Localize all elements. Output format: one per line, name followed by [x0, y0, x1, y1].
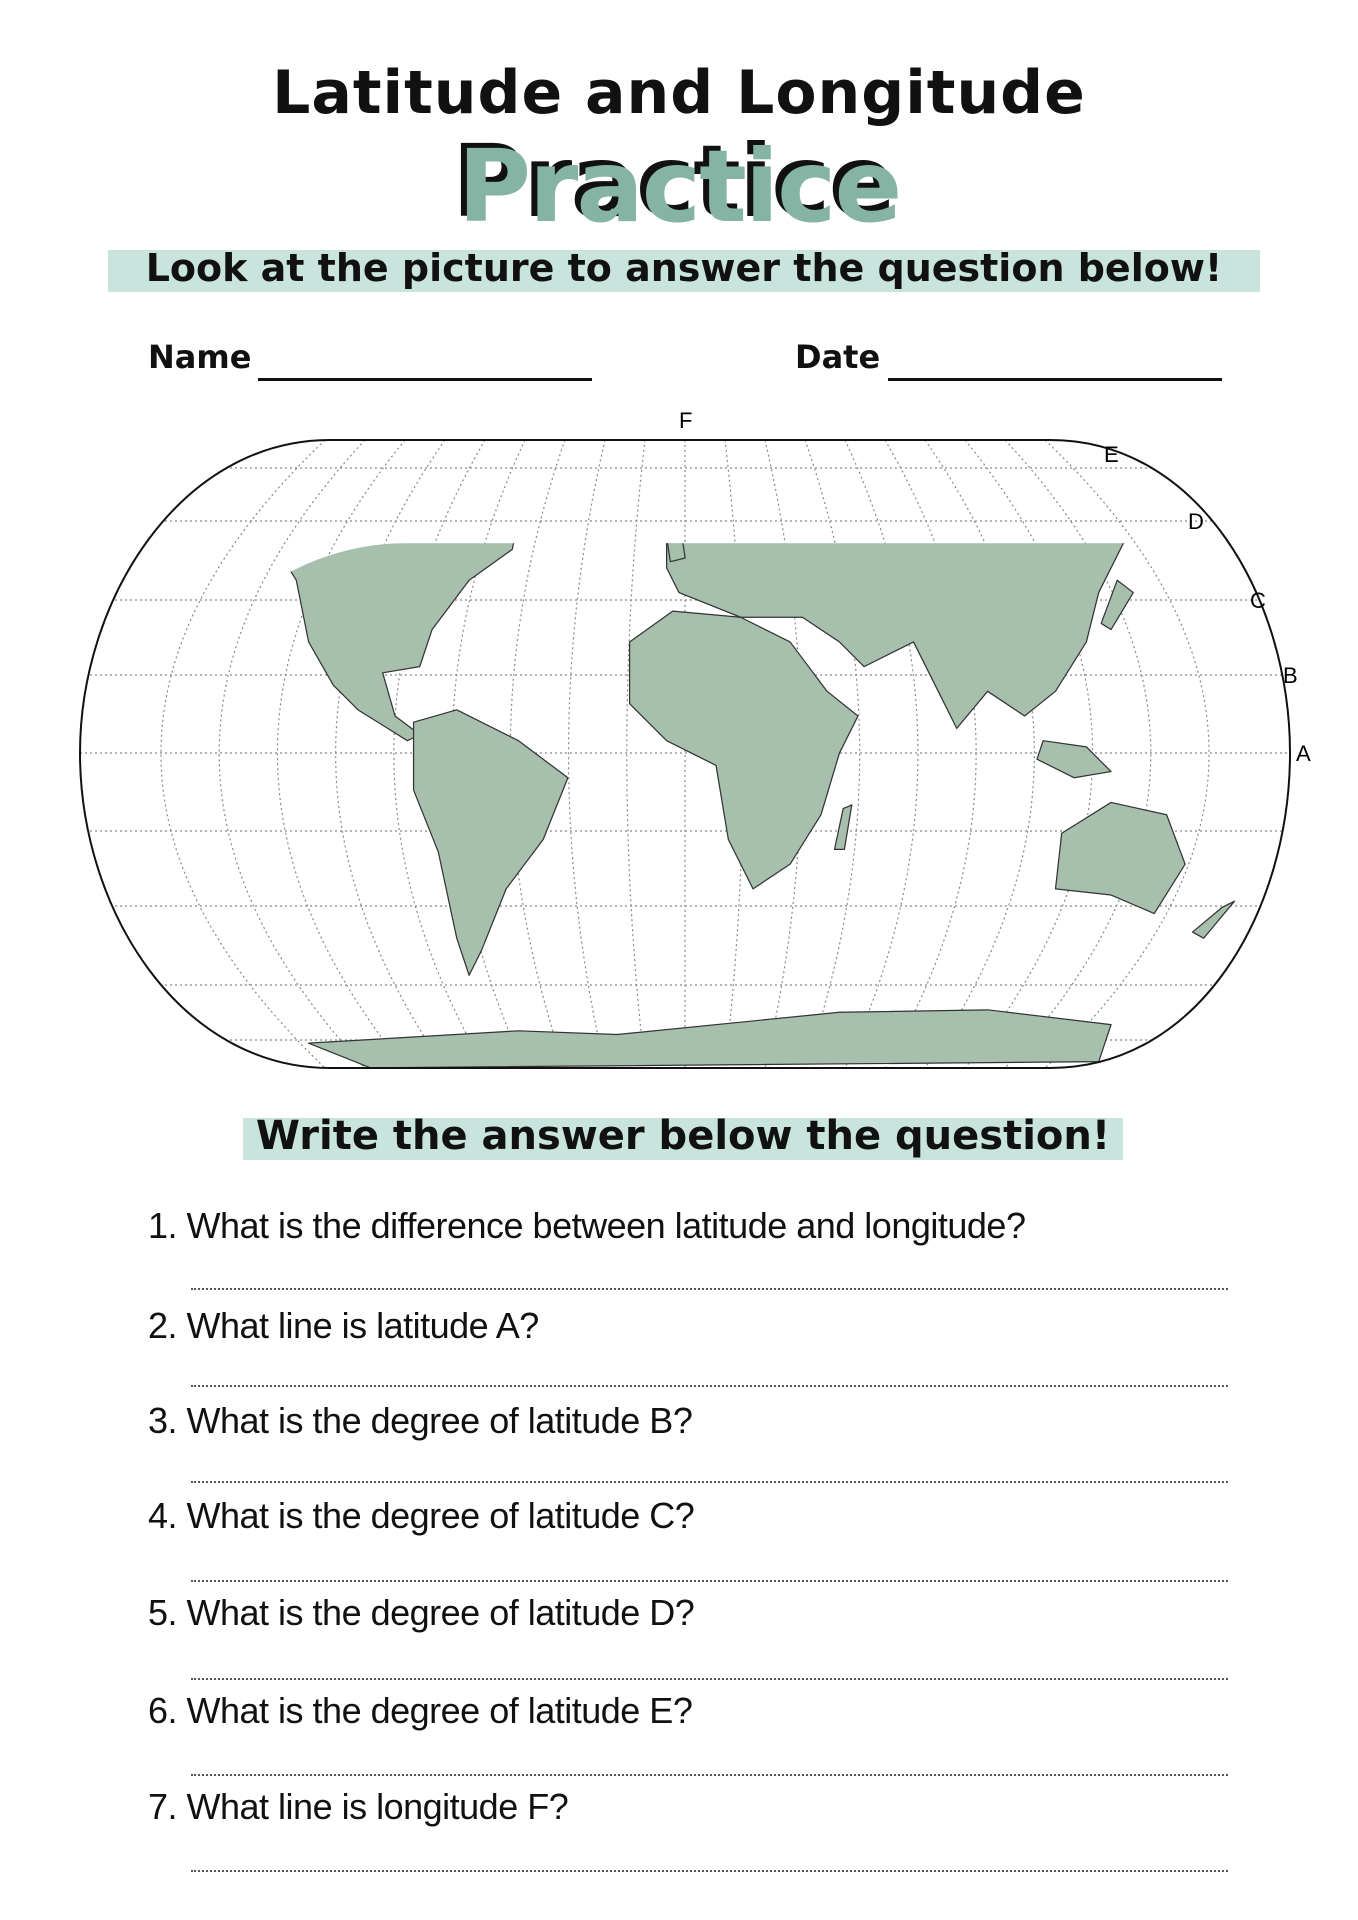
- label-b: B: [1283, 663, 1298, 688]
- longitude-line: [161, 440, 325, 1068]
- longitude-line: [925, 440, 1034, 1068]
- continent-australia: [1055, 802, 1185, 913]
- longitude-line: [277, 440, 405, 1068]
- question-7: 7. What line is longitude F?: [148, 1786, 569, 1827]
- continent-japan: [1101, 580, 1133, 629]
- continents: [222, 454, 1234, 1068]
- question-3: 3. What is the degree of latitude B?: [148, 1400, 693, 1441]
- continent-uk: [667, 533, 686, 561]
- continent-antarctica: [309, 1010, 1111, 1068]
- answer-line-4[interactable]: [191, 1580, 1228, 1582]
- answer-instruction-banner: Write the answer below the question!: [243, 1118, 1123, 1160]
- continent-madagascar: [835, 805, 852, 849]
- continent-indonesia: [1037, 741, 1111, 778]
- label-e: E: [1104, 442, 1119, 467]
- name-label: Name: [148, 338, 252, 376]
- question-4: 4. What is the degree of latitude C?: [148, 1495, 695, 1536]
- label-c: C: [1250, 588, 1266, 613]
- answer-line-6[interactable]: [191, 1774, 1228, 1776]
- answer-line-2[interactable]: [191, 1385, 1228, 1387]
- longitude-line: [569, 440, 605, 1068]
- question-1: 1. What is the difference between latitude and longitude?: [148, 1205, 1026, 1246]
- question-6: 6. What is the degree of latitude E?: [148, 1690, 693, 1731]
- worksheet-subtitle: Practice: [457, 128, 901, 245]
- answer-line-7[interactable]: [191, 1870, 1228, 1872]
- worksheet-title: Latitude and Longitude: [272, 58, 1086, 128]
- continent-north-america: [222, 475, 518, 740]
- date-label: Date: [795, 338, 881, 376]
- answer-line-1[interactable]: [191, 1288, 1228, 1290]
- longitude-line: [885, 440, 976, 1068]
- continent-africa: [630, 611, 858, 889]
- label-f: F: [679, 408, 693, 433]
- continent-new-zealand: [1193, 901, 1235, 938]
- continent-south-america: [414, 710, 568, 975]
- longitude-line: [845, 440, 918, 1068]
- question-2: 2. What line is latitude A?: [148, 1305, 539, 1346]
- answer-line-3[interactable]: [191, 1481, 1228, 1483]
- label-d: D: [1188, 509, 1204, 534]
- longitude-line: [627, 440, 645, 1068]
- question-5: 5. What is the degree of latitude D?: [148, 1592, 695, 1633]
- label-a: A: [1296, 741, 1311, 766]
- instruction-banner: Look at the picture to answer the question below!: [108, 250, 1260, 292]
- graticule: [60, 440, 1300, 1068]
- answer-line-5[interactable]: [191, 1678, 1228, 1680]
- map-frame: [80, 440, 1290, 1068]
